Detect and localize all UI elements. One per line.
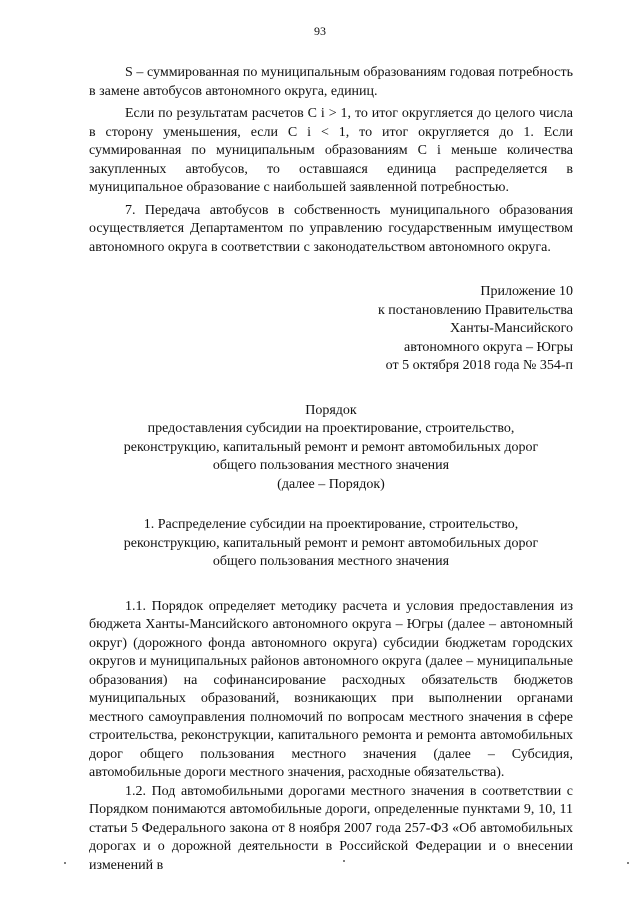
scan-speck bbox=[64, 862, 66, 864]
scan-speck bbox=[343, 860, 345, 862]
title-line: общего пользования местного значения bbox=[212, 458, 450, 473]
title-line: реконструкцию, капитальный ремонт и ремонт автомобильных дорог bbox=[123, 439, 539, 455]
page-number: 93 bbox=[314, 24, 326, 38]
appendix-line: к постановлению Правительства bbox=[377, 302, 573, 318]
paragraph-transfer-of-buses: 7. Передача автобусов в собственность муниципального образования осуществляется Департаментом по управлению государственным имуществом автономного округа в соответствии с законодательством автономного округа. bbox=[89, 202, 573, 255]
paragraph-s-definition: S – суммированная по муниципальным образованиям годовая потребность в замене автобусов автономного округа, единиц. bbox=[89, 65, 573, 99]
appendix-line: Приложение 10 bbox=[480, 284, 573, 299]
paragraph-rounding-rule: Если по результатам расчетов С i > 1, то итог округляется до целого числа в сторону уменьшения, если С i < 1, то итог округляется до 1. Если суммированная по муниципальным образованиям С i меньше количества закупленных автобусов, то оставшаяся единица распределяется в муниципальное образование с наибольшей заявленной потребностью. bbox=[89, 106, 573, 195]
title-line: предоставления субсидии на проектирование, строительство, bbox=[147, 421, 515, 436]
section-body bbox=[89, 598, 573, 876]
paragraph-1-2: 1.2. Под автомобильными дорогами местного значения в соответствии с Порядком понимаются автомобильные дороги, определенные пунктами 9, 10, 11 статьи 5 Федерального закона от 8 ноября 2007 года 257-ФЗ «Об автомобильных дорогах и о дорожной деятельности в Российской Федерации и о внесении изменений в bbox=[89, 783, 573, 873]
title-line: Порядок bbox=[305, 402, 357, 418]
title-line: (далее – Порядок) bbox=[277, 476, 385, 492]
paragraph-1-1: 1.1. Порядок определяет методику расчета и условия предоставления из бюджета Ханты-Мансийского автономного округа – Югры (далее – автономный округ) (дорожного фонда автономного округа) субсидии бюджетам городских округов и муниципальных районов автономного округа (далее – муниципальные образования) на софинансирование расходных обязательств бюджетов муниципальных образований, возникающих при выполнении органами местного самоуправления полномочий по вопросам местного значения в сфере строительства, реконструкции, капитального ремонта и ремонта автомобильных дорог общего пользования местного значения (далее – Субсидия, автомобильные дороги местного значения, расходные обязательства). bbox=[89, 598, 573, 780]
section-heading bbox=[89, 516, 573, 572]
appendix-line: автономного округа – Югры bbox=[404, 339, 573, 355]
document-title bbox=[89, 402, 573, 495]
section-heading-line: реконструкцию, капитальный ремонт и ремонт автомобильных дорог bbox=[123, 535, 539, 551]
document-body bbox=[89, 64, 573, 875]
appendix-line: от 5 октября 2018 года № 354-п bbox=[385, 358, 573, 373]
section-heading-line: общего пользования местного значения bbox=[212, 554, 450, 569]
appendix-reference bbox=[89, 283, 573, 376]
appendix-line: Ханты-Мансийского bbox=[449, 321, 573, 336]
scan-speck bbox=[627, 862, 629, 864]
section-heading-line: 1. Распределение субсидии на проектирование, строительство, bbox=[143, 517, 519, 532]
